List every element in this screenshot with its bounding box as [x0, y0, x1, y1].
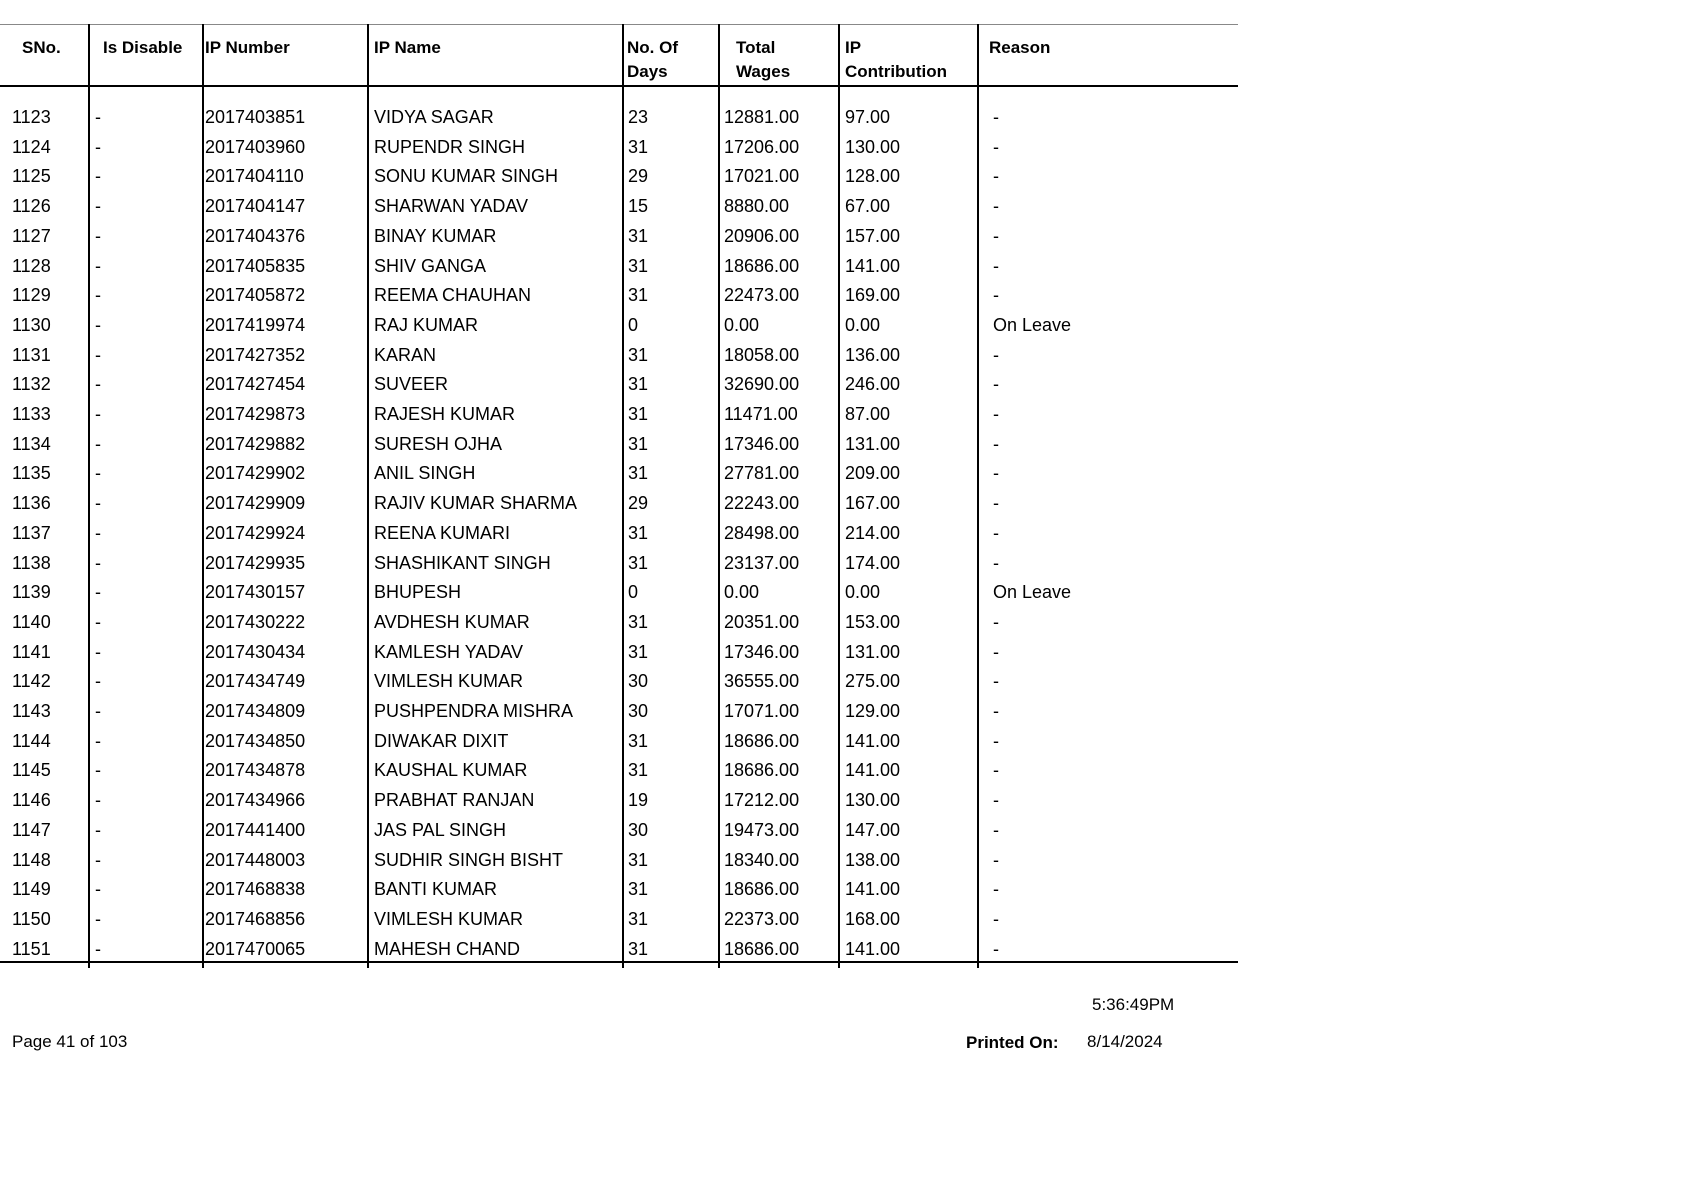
cell-days: 31: [628, 730, 649, 751]
cell-total-wages: 11471.00: [724, 404, 798, 424]
cell-ip-number: 2017429924: [205, 522, 306, 543]
cell-total-wages: 36555.00: [724, 671, 800, 692]
cell-total-wages: 20906.00: [724, 225, 800, 246]
table-row: [0, 816, 1238, 846]
cell-is-disable: -: [95, 463, 101, 484]
cell-days: 31: [628, 552, 649, 573]
cell-ip-contribution: 157.00: [845, 225, 901, 246]
cell-ip-number: 2017434850: [205, 730, 306, 751]
cell-total-wages: 22473.00: [724, 285, 800, 306]
cell-ip-contribution: 97.00: [845, 107, 891, 127]
cell-days: 19: [628, 790, 649, 811]
cell-ip-number: 2017434966: [205, 790, 306, 811]
table-row: [0, 252, 1238, 282]
cell-total-wages: 18686.00: [724, 730, 800, 751]
cell-is-disable: -: [95, 760, 101, 781]
cell-ip-contribution: 87.00: [845, 404, 891, 424]
cell-reason: -: [993, 136, 999, 157]
table-row: [0, 133, 1238, 163]
printed-on-label: Printed On:: [966, 1033, 1059, 1052]
cell-total-wages: 17021.00: [724, 166, 800, 187]
cell-reason: -: [993, 938, 999, 959]
table-row: [0, 727, 1238, 757]
cell-ip-number: 2017429935: [205, 552, 306, 573]
cell-sno: 1136: [12, 493, 51, 514]
cell-sno: 1130: [12, 314, 51, 335]
cell-days: 31: [628, 641, 649, 662]
cell-ip-name: SURESH OJHA: [374, 433, 503, 454]
cell-reason: -: [993, 374, 999, 395]
cell-total-wages: 32690.00: [724, 374, 800, 395]
cell-sno: 1126: [12, 196, 51, 217]
cell-ip-name: VIMLESH KUMAR: [374, 908, 524, 929]
cell-total-wages: 18340.00: [724, 849, 800, 870]
cell-total-wages: 18686.00: [724, 938, 800, 959]
cell-sno: 1135: [12, 463, 51, 484]
cell-days: 30: [628, 819, 649, 840]
header-wages-line2: Wages: [736, 62, 791, 81]
cell-days: 0: [628, 314, 639, 335]
header-ip-number: IP Number: [205, 38, 290, 57]
header-wages-line1: Total: [736, 38, 776, 57]
cell-ip-name: KAMLESH YADAV: [374, 641, 524, 662]
cell-ip-name: BANTI KUMAR: [374, 879, 498, 900]
table-row: [0, 697, 1238, 727]
cell-ip-name: SHIV GANGA: [374, 255, 487, 276]
cell-ip-contribution: 136.00: [845, 344, 901, 365]
cell-total-wages: 17212.00: [724, 790, 800, 811]
cell-ip-name: KARAN: [374, 344, 437, 365]
cell-total-wages: 28498.00: [724, 522, 800, 543]
cell-total-wages: 23137.00: [724, 552, 800, 573]
cell-sno: 1124: [12, 136, 51, 157]
cell-ip-name: BINAY KUMAR: [374, 225, 497, 246]
cell-is-disable: -: [95, 136, 101, 157]
cell-is-disable: -: [95, 107, 101, 127]
page-number: Page 41 of 103: [12, 1032, 128, 1051]
cell-sno: 1138: [12, 552, 51, 573]
table-row: [0, 222, 1238, 252]
cell-sno: 1123: [12, 107, 51, 127]
cell-ip-contribution: 0.00: [845, 582, 881, 603]
table-row: [0, 281, 1238, 311]
header-days-line1: No. Of: [627, 38, 678, 57]
cell-ip-contribution: 275.00: [845, 671, 901, 692]
cell-ip-contribution: 67.00: [845, 196, 891, 217]
cell-reason: On Leave: [993, 582, 1072, 603]
cell-reason: -: [993, 344, 999, 365]
cell-total-wages: 17346.00: [724, 641, 800, 662]
cell-ip-contribution: 167.00: [845, 493, 901, 514]
cell-sno: 1134: [12, 433, 51, 454]
cell-is-disable: -: [95, 374, 101, 395]
cell-sno: 1139: [12, 582, 51, 603]
cell-ip-name: PRABHAT RANJAN: [374, 790, 535, 811]
cell-is-disable: -: [95, 938, 101, 959]
cell-sno: 1144: [12, 730, 51, 751]
cell-ip-name: MAHESH CHAND: [374, 938, 521, 959]
header-reason: Reason: [989, 38, 1051, 57]
cell-total-wages: 18058.00: [724, 344, 800, 365]
table-row: [0, 341, 1238, 371]
cell-ip-name: SONU KUMAR SINGH: [374, 166, 559, 187]
cell-sno: 1148: [12, 849, 51, 870]
cell-ip-contribution: 130.00: [845, 136, 901, 157]
cell-total-wages: 22373.00: [724, 908, 800, 929]
cell-days: 29: [628, 166, 649, 187]
cell-days: 31: [628, 433, 649, 454]
cell-ip-contribution: 209.00: [845, 463, 901, 484]
cell-ip-contribution: 141.00: [845, 879, 901, 900]
cell-total-wages: 20351.00: [724, 611, 800, 632]
header-sno: SNo.: [22, 38, 61, 57]
cell-ip-contribution: 147.00: [845, 819, 901, 840]
cell-is-disable: -: [95, 641, 101, 662]
cell-ip-number: 2017434878: [205, 760, 306, 781]
header-days-line2: Days: [627, 62, 668, 81]
cell-sno: 1140: [12, 611, 51, 632]
cell-total-wages: 12881.00: [724, 107, 800, 127]
cell-reason: -: [993, 225, 999, 246]
cell-ip-name: ANIL SINGH: [374, 463, 476, 484]
print-time: 5:36:49PM: [1092, 995, 1175, 1014]
cell-ip-number: 2017427352: [205, 344, 306, 365]
cell-ip-contribution: 153.00: [845, 611, 901, 632]
cell-total-wages: 17206.00: [724, 136, 800, 157]
cell-ip-name: SHARWAN YADAV: [374, 196, 529, 217]
cell-ip-contribution: 129.00: [845, 701, 901, 721]
cell-sno: 1143: [12, 701, 51, 721]
cell-days: 31: [628, 463, 649, 484]
cell-ip-name: SUVEER: [374, 374, 449, 395]
cell-is-disable: -: [95, 433, 101, 454]
cell-reason: -: [993, 404, 999, 424]
cell-ip-name: DIWAKAR DIXIT: [374, 730, 509, 751]
cell-reason: -: [993, 671, 999, 692]
cell-ip-name: PUSHPENDRA MISHRA: [374, 701, 574, 721]
cell-reason: -: [993, 790, 999, 811]
cell-ip-name: VIDYA SAGAR: [374, 107, 494, 127]
cell-is-disable: -: [95, 701, 101, 721]
cell-days: 30: [628, 671, 649, 692]
cell-is-disable: -: [95, 552, 101, 573]
cell-is-disable: -: [95, 404, 101, 424]
cell-ip-number: 2017430157: [205, 582, 306, 603]
table-row: [0, 846, 1238, 876]
cell-total-wages: 18686.00: [724, 255, 800, 276]
table-row: [0, 786, 1238, 816]
table-row: [0, 400, 1238, 430]
cell-reason: On Leave: [993, 314, 1072, 335]
cell-is-disable: -: [95, 611, 101, 632]
header-ip-name: IP Name: [374, 38, 441, 57]
cell-reason: -: [993, 107, 999, 127]
cell-is-disable: -: [95, 908, 101, 929]
table-row: [0, 459, 1238, 489]
cell-is-disable: -: [95, 255, 101, 276]
cell-sno: 1133: [12, 404, 51, 424]
table-top-rule: [0, 24, 1238, 25]
table-row: [0, 489, 1238, 519]
header-is-disable: Is Disable: [103, 38, 183, 57]
cell-reason: -: [993, 849, 999, 870]
cell-ip-contribution: 214.00: [845, 522, 901, 543]
cell-ip-contribution: 168.00: [845, 908, 901, 929]
cell-is-disable: -: [95, 344, 101, 365]
table-row: [0, 162, 1238, 192]
cell-ip-number: 2017430434: [205, 641, 306, 662]
cell-ip-contribution: 141.00: [845, 255, 901, 276]
cell-ip-name: AVDHESH KUMAR: [374, 611, 530, 632]
cell-days: 31: [628, 908, 649, 929]
cell-ip-number: 2017405835: [205, 255, 306, 276]
cell-reason: -: [993, 879, 999, 900]
cell-reason: -: [993, 552, 999, 573]
cell-is-disable: -: [95, 730, 101, 751]
cell-ip-number: 2017404147: [205, 196, 306, 217]
cell-is-disable: -: [95, 285, 101, 306]
cell-ip-name: RAJESH KUMAR: [374, 404, 516, 424]
cell-reason: -: [993, 819, 999, 840]
cell-reason: -: [993, 730, 999, 751]
cell-ip-name: RUPENDR SINGH: [374, 136, 526, 157]
cell-ip-number: 2017429909: [205, 493, 306, 514]
cell-reason: -: [993, 701, 999, 721]
cell-is-disable: -: [95, 522, 101, 543]
cell-ip-contribution: 141.00: [845, 730, 901, 751]
cell-is-disable: -: [95, 849, 101, 870]
table-row: [0, 875, 1238, 905]
cell-reason: -: [993, 641, 999, 662]
cell-ip-name: KAUSHAL KUMAR: [374, 760, 528, 781]
cell-ip-contribution: 128.00: [845, 166, 901, 187]
cell-sno: 1141: [12, 641, 51, 662]
cell-ip-contribution: 130.00: [845, 790, 901, 811]
table-row: [0, 756, 1238, 786]
cell-reason: -: [993, 166, 999, 187]
cell-ip-contribution: 131.00: [845, 641, 901, 662]
cell-ip-contribution: 246.00: [845, 374, 901, 395]
table-row: [0, 192, 1238, 222]
table-row: [0, 519, 1238, 549]
cell-ip-name: VIMLESH KUMAR: [374, 671, 524, 692]
cell-ip-number: 2017448003: [205, 849, 306, 870]
cell-sno: 1145: [12, 760, 51, 781]
cell-is-disable: -: [95, 314, 101, 335]
table-row: [0, 935, 1238, 965]
table-row: [0, 578, 1238, 608]
cell-total-wages: 22243.00: [724, 493, 800, 514]
cell-ip-contribution: 174.00: [845, 552, 901, 573]
cell-reason: -: [993, 285, 999, 306]
cell-sno: 1128: [12, 255, 51, 276]
cell-days: 31: [628, 879, 649, 900]
cell-days: 29: [628, 493, 649, 514]
cell-ip-name: RAJ KUMAR: [374, 314, 479, 335]
cell-days: 31: [628, 522, 649, 543]
cell-is-disable: -: [95, 166, 101, 187]
table-row: [0, 608, 1238, 638]
cell-reason: -: [993, 463, 999, 484]
cell-reason: -: [993, 760, 999, 781]
cell-reason: -: [993, 611, 999, 632]
cell-is-disable: -: [95, 582, 101, 603]
cell-days: 30: [628, 701, 649, 721]
cell-days: 31: [628, 344, 649, 365]
cell-sno: 1142: [12, 671, 51, 692]
cell-sno: 1146: [12, 790, 51, 811]
cell-total-wages: 19473.00: [724, 819, 800, 840]
cell-reason: -: [993, 196, 999, 217]
cell-ip-contribution: 131.00: [845, 433, 901, 454]
table-row: [0, 905, 1238, 935]
cell-sno: 1147: [12, 819, 51, 840]
cell-ip-contribution: 138.00: [845, 849, 901, 870]
cell-is-disable: -: [95, 196, 101, 217]
cell-ip-number: 2017430222: [205, 611, 306, 632]
cell-total-wages: 17346.00: [724, 433, 800, 454]
table-row: [0, 638, 1238, 668]
cell-ip-number: 2017404376: [205, 225, 306, 246]
cell-is-disable: -: [95, 879, 101, 900]
table-row: [0, 103, 1238, 133]
header-bottom-rule: [0, 85, 1238, 87]
cell-days: 31: [628, 136, 649, 157]
cell-total-wages: 0.00: [724, 314, 760, 335]
cell-reason: -: [993, 493, 999, 514]
table-row: [0, 370, 1238, 400]
cell-reason: -: [993, 255, 999, 276]
cell-ip-number: 2017403851: [205, 107, 306, 127]
cell-days: 31: [628, 255, 649, 276]
cell-ip-number: 2017468856: [205, 908, 306, 929]
cell-sno: 1129: [12, 285, 51, 306]
cell-is-disable: -: [95, 819, 101, 840]
cell-is-disable: -: [95, 790, 101, 811]
cell-sno: 1137: [12, 522, 51, 543]
cell-sno: 1131: [12, 344, 51, 365]
cell-ip-name: RAJIV KUMAR SHARMA: [374, 493, 578, 514]
cell-total-wages: 0.00: [724, 582, 760, 603]
cell-total-wages: 17071.00: [724, 701, 800, 721]
cell-ip-contribution: 169.00: [845, 285, 901, 306]
cell-ip-name: SHASHIKANT SINGH: [374, 552, 551, 573]
cell-ip-number: 2017419974: [205, 314, 306, 335]
cell-total-wages: 27781.00: [724, 463, 800, 484]
cell-reason: -: [993, 908, 999, 929]
table-row: [0, 430, 1238, 460]
cell-days: 15: [628, 196, 649, 217]
cell-total-wages: 18686.00: [724, 879, 800, 900]
cell-ip-name: REEMA CHAUHAN: [374, 285, 532, 306]
cell-days: 31: [628, 760, 649, 781]
cell-ip-number: 2017404110: [205, 166, 304, 187]
cell-is-disable: -: [95, 671, 101, 692]
cell-days: 23: [628, 107, 649, 127]
cell-ip-contribution: 141.00: [845, 938, 901, 959]
cell-ip-number: 2017470065: [205, 938, 306, 959]
cell-days: 31: [628, 225, 649, 246]
cell-sno: 1149: [12, 879, 51, 900]
cell-ip-number: 2017429882: [205, 433, 306, 454]
cell-days: 0: [628, 582, 639, 603]
cell-reason: -: [993, 522, 999, 543]
cell-ip-number: 2017429902: [205, 463, 306, 484]
cell-sno: 1127: [12, 225, 51, 246]
cell-ip-number: 2017468838: [205, 879, 306, 900]
cell-days: 31: [628, 374, 649, 395]
cell-ip-number: 2017403960: [205, 136, 306, 157]
cell-total-wages: 18686.00: [724, 760, 800, 781]
header-contribution-line1: IP: [845, 38, 862, 57]
table-row: [0, 311, 1238, 341]
cell-sno: 1150: [12, 908, 51, 929]
cell-reason: -: [993, 433, 999, 454]
cell-ip-number: 2017441400: [205, 819, 306, 840]
cell-ip-name: SUDHIR SINGH BISHT: [374, 849, 564, 870]
printed-on-date: 8/14/2024: [1087, 1032, 1163, 1051]
cell-sno: 1132: [12, 374, 51, 395]
cell-is-disable: -: [95, 493, 101, 514]
cell-ip-number: 2017434809: [205, 701, 306, 721]
cell-ip-number: 2017405872: [205, 285, 306, 306]
cell-ip-number: 2017429873: [205, 404, 306, 424]
cell-ip-contribution: 0.00: [845, 314, 881, 335]
cell-ip-name: BHUPESH: [374, 582, 462, 603]
cell-ip-number: 2017434749: [205, 671, 306, 692]
header-contribution-line2: Contribution: [845, 62, 947, 81]
table-row: [0, 549, 1238, 579]
cell-sno: 1125: [12, 166, 51, 187]
cell-total-wages: 8880.00: [724, 196, 790, 217]
cell-days: 31: [628, 404, 649, 424]
cell-ip-number: 2017427454: [205, 374, 306, 395]
cell-sno: 1151: [12, 938, 51, 959]
cell-ip-contribution: 141.00: [845, 760, 901, 781]
cell-days: 31: [628, 285, 649, 306]
cell-days: 31: [628, 611, 649, 632]
cell-ip-name: REENA KUMARI: [374, 522, 511, 543]
cell-days: 31: [628, 938, 649, 959]
table-row: [0, 667, 1238, 697]
cell-ip-name: JAS PAL SINGH: [374, 819, 507, 840]
cell-days: 31: [628, 849, 649, 870]
cell-is-disable: -: [95, 225, 101, 246]
